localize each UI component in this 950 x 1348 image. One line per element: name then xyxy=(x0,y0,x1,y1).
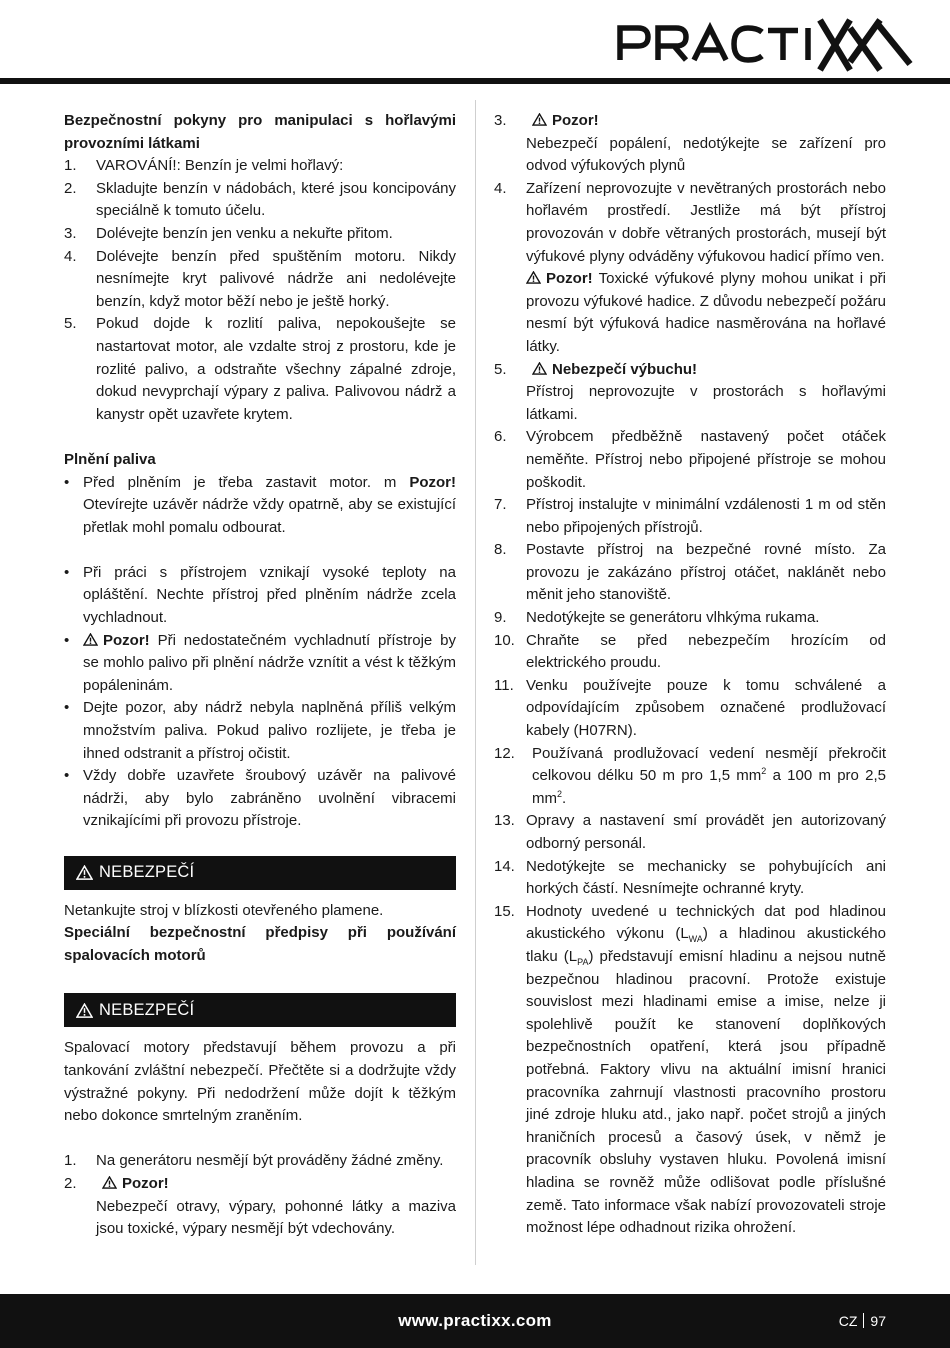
bullet: • xyxy=(64,767,70,785)
list-item: 2. Pozor! Nebezpečí otravy, výpary, pohonné látky a maziva jsou toxické, výpary nesmějí být vdechovány. xyxy=(64,1174,456,1238)
header-rule xyxy=(0,78,950,84)
list-item: 3. Dolévejte benzín jen venku a nekuřte přitom. xyxy=(64,224,393,242)
list-item: • Pozor! Při nedostatečném vychladnutí přístroje by se mohlo palivo při plnění nádrže vznítit a vést k těžkým popáleninám. xyxy=(64,630,456,698)
list-item: 2. Skladujte benzín v nádobách, které jsou koncipovány speciálně k tomuto účelu. xyxy=(64,179,456,220)
list-item: 4. Dolévejte benzín před spuštěním motoru. Nikdy nesnímejte kryt palivové nádrže ani nedolévejte benzín, když motor běží nebo je ještě horký. xyxy=(64,247,456,310)
list-item: 14. Nedotýkejte se mechanicky se pohybujících ani horkých částí. Nesnímejte ochranné kryty. xyxy=(494,857,886,898)
warning-triangle-icon xyxy=(102,1176,117,1189)
footer-url: www.practixx.com xyxy=(398,1311,552,1330)
list-item: 7. Přístroj instalujte v minimální vzdálenosti 1 m od stěn nebo připojených přístrojů. xyxy=(494,496,886,536)
bullet: • xyxy=(64,631,70,649)
list-item: 6. Výrobcem předběžně nastavený počet otáček neměňte. Přístroj nebo připojené přístroje se mohou poškodit. xyxy=(494,428,886,491)
warning-triangle-icon xyxy=(83,633,98,646)
bullet: • xyxy=(64,473,70,491)
danger-text: Spalovací motory představují během provozu a při tankování zvláštní nebezpečí. Přečtěte si a dodržujte vždy výstražné pokyny. Při nedodržení může dojít k těžkým nebo dokonce smrtelným zraněním. xyxy=(64,1039,456,1125)
warning-triangle-icon xyxy=(532,362,547,375)
list-item: 13. Opravy a nastavení smí provádět jen autorizovaný odborný personál. xyxy=(494,812,886,852)
safety-list xyxy=(494,810,886,900)
warning-triangle-icon xyxy=(76,865,93,880)
list-item: 12. Používaná prodlužovací vedení nesmějí překročit celkovou délku 50 m pro 1,5 $mm^2$ a 100 m pro 2,5 $mm^2$. xyxy=(494,744,886,807)
bullet: • xyxy=(64,563,70,581)
section-title-flammable: Bezpečnostní pokyny pro manipulaci s hořlavými provozními látkami xyxy=(64,112,456,152)
list-item: 8. Postavte přístroj na bezpečné rovné místo. Za provozu je zakázáno přístroj otáčet, naklánět nebo měnit jeho stanoviště. xyxy=(494,541,886,604)
right-column xyxy=(494,110,886,1240)
column-divider xyxy=(475,100,476,1265)
page-number: CZ 97 xyxy=(838,1313,886,1329)
bullet: • xyxy=(64,699,70,717)
list-item: • Při práci s přístrojem vznikají vysoké teploty na opláštění. Nechte přístroj před plněním nádrže zcela vychladnout. xyxy=(64,562,456,630)
list-item: 1. VAROVÁNÍ!: Benzín je velmi hořlavý: xyxy=(64,157,344,175)
footer-bar xyxy=(0,1294,950,1348)
danger-text: Netankujte stroj v blízkosti otevřeného plamene. xyxy=(64,901,384,919)
list-item: 5. Pokud dojde k rozlití paliva, nepokoušejte se nastartovat motor, ale vzdalte stroj z prostoru, kde je rozlité palivo, a odstraňte všechny zápalné zdroje, dokud nevyprchají výpary z paliva. Palivovou nádrž a kanystr opět uzavřete krytem. xyxy=(64,315,456,423)
warning-triangle-icon xyxy=(76,1003,93,1018)
list-item: 3. Pozor! Nebezpečí popálení, nedotýkejte se zařízení pro odvod výfukových plynů xyxy=(494,112,886,175)
section-title-combustion: Speciální bezpečnostní předpisy při používání spalovacích motorů xyxy=(64,924,456,964)
flammable-list xyxy=(64,155,456,426)
list-item: 5. Nebezpečí výbuchu! Přístroj neprovozujte v prostorách s hořlavými látkami. xyxy=(494,360,886,423)
warning-triangle-icon xyxy=(532,113,547,126)
list-item: 11. Venku používejte pouze k tomu schválené a odpovídajícím způsobem označené prodlužovací kabely (H07RN). xyxy=(494,676,886,740)
danger-banner: NEBEZPEČÍ xyxy=(64,993,456,1027)
left-column xyxy=(64,110,456,1241)
safety-list xyxy=(494,426,886,742)
list-item: • Dejte pozor, aby nádrž nebyla naplněná příliš velkým množstvím paliva. Pokud palivo rozlijete, je třeba je ihned odstranit a přístroj očistit. xyxy=(64,697,456,765)
warning-triangle-icon xyxy=(526,271,541,284)
list-item: 15. Hodnoty uvedené u technických dat pod hladinou akustického výkonu $(L_{WA})$ a hladinou akustického tlaku $(L_{PA})$ představují emisní hladinu a nejsou nutně bezpečnou hladinou pracovní. Protože existuje souvislost mezi hladinami emise a imise, nelze ji spolehlivě použít ke stanovení doplňkových bezpečnostních opatření, která jsou případně potřebná. Faktory vlivu na aktuální imisní hranici pracovníka zahrnují vlastnosti pracovního prostoru jiné zdroje hluku atd., jako např. počet strojů a jiných hraničních procesů a časový úsek, v němž je pracovník obsluhy vystaven hluku. Povolená imisní hladina se rovněž může odlišovat podle příslušné země. Tato informace však nabízí provozovateli stroje možnost lépe odhadnout rizika ohrožení. xyxy=(494,902,886,1237)
list-item: • Vždy dobře uzavřete šroubový uzávěr na palivové nádrži, aby bylo zabráněno uvolnění vibracemi vznikajícími při provozu přístroje. xyxy=(64,765,456,833)
practixx-logo-graphic xyxy=(614,14,914,76)
list-item: 1. Na generátoru nesmějí být prováděny žádné změny. xyxy=(64,1152,444,1170)
danger-banner: NEBEZPEČÍ xyxy=(64,856,456,890)
brand-logo xyxy=(614,14,914,76)
list-item: 4. Zařízení neprovozujte v nevětraných prostorách nebo hořlavém prostředí. Jestliže má být přístroj provozován v dobře větraných prostorách, musejí být výfukové plyny odváděny výfukovou hadicí přímo ven. Pozor! Toxické výfukové plyny mohou unikat i při provozu výfukové hadice. Z důvodu nebezpečí požáru nesmí být výfuková hadice nasměrována na hořlavé látky. xyxy=(494,179,886,355)
section-title-refuel: Plnění paliva xyxy=(64,450,156,468)
list-item: 9. Nedotýkejte se generátoru vlhkýma rukama. xyxy=(494,609,820,627)
list-item: • Před plněním je třeba zastavit motor. m Pozor! Otevírejte uzávěr nádrže vždy opatrně, aby se existující přetlak mohl pomalu odbourat. xyxy=(64,472,456,540)
list-item: 10. Chraňte se před nebezpečím hrozícím od elektrického proudu. xyxy=(494,631,886,672)
